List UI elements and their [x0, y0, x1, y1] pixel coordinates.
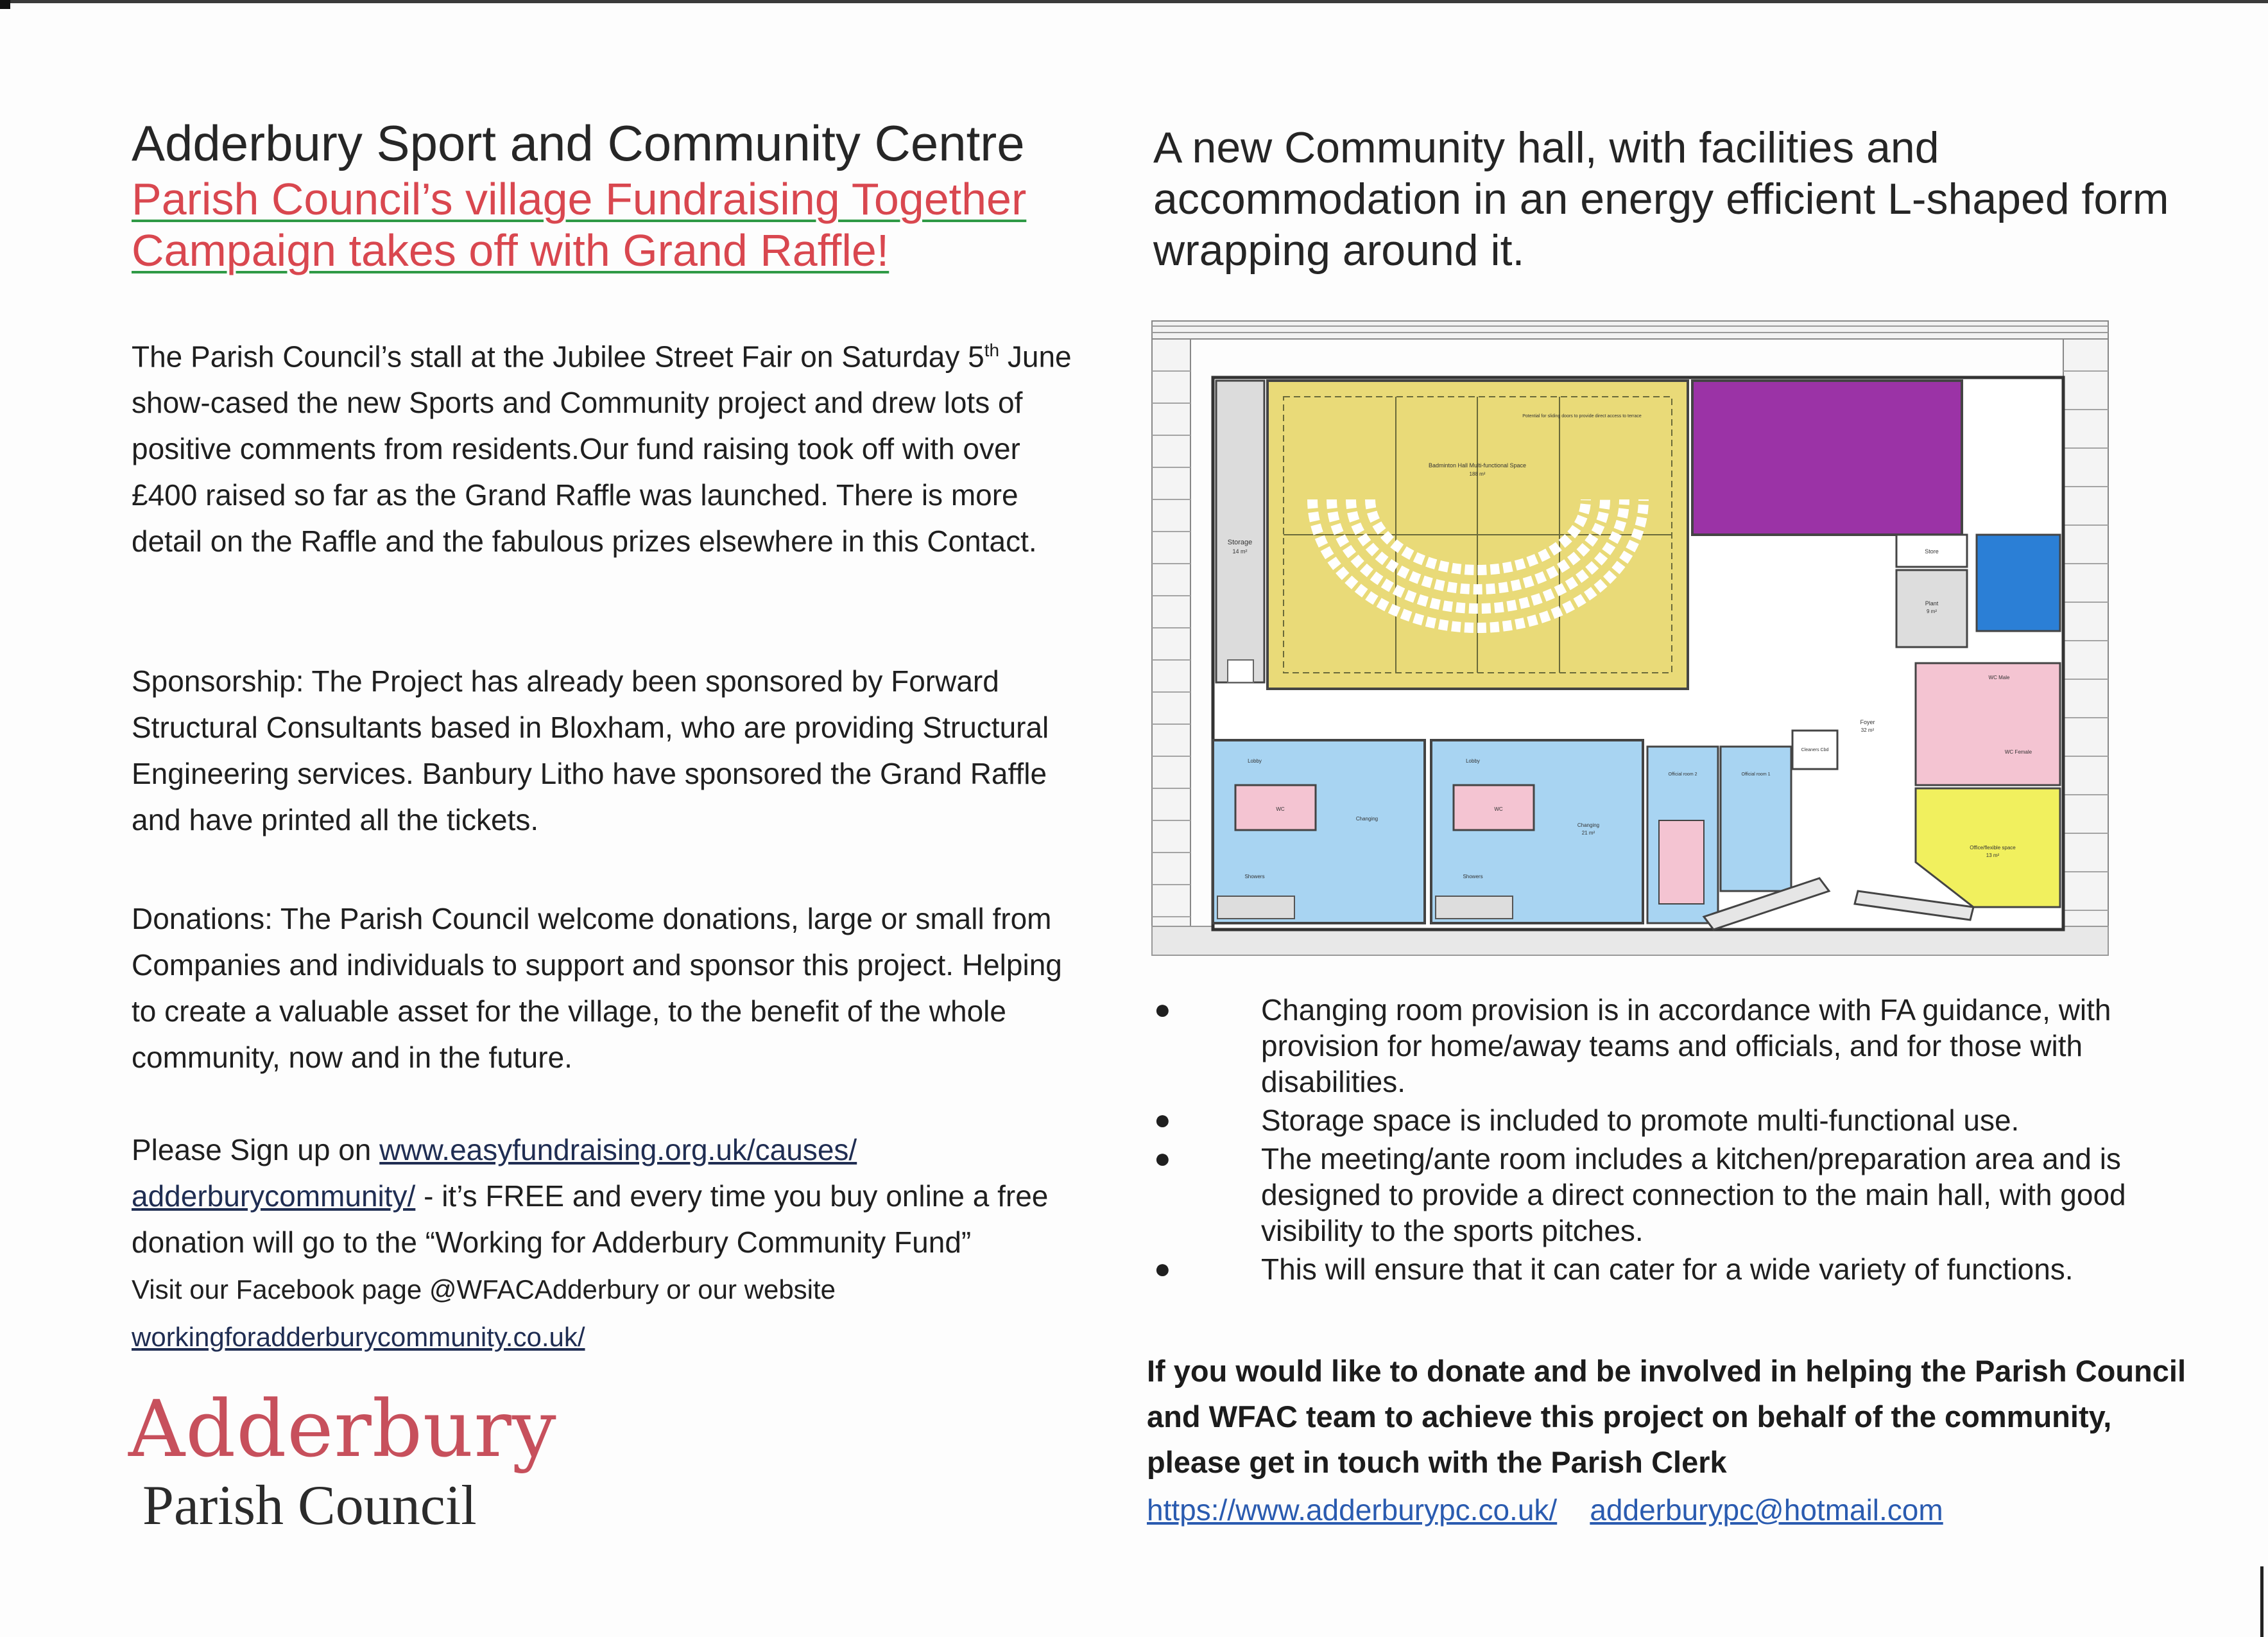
donations-paragraph: Donations: The Parish Council welcome donations, large or small from Companies and individuals to support and sponsor this project. Helping to create a valuable asset for the village, to the benefit of the whole community, now and in the future.: [132, 902, 1062, 1074]
scan-corner-mark: [0, 0, 10, 9]
list-item: [1149, 1251, 2201, 1287]
parish-logo-sub: Parish Council: [142, 1475, 477, 1537]
list-item: [1149, 1102, 2201, 1138]
store-label: Store: [1925, 548, 1939, 555]
signup-suffix: - it’s FREE and every time you buy online a free donation will go to the “Working for Adderbury Community Fund”: [132, 1179, 1049, 1259]
scan-edge-top: [0, 0, 2268, 3]
bullet-dot-icon: ●: [1154, 1104, 1171, 1136]
easyfundraising-link[interactable]: www.easyfundraising.org.uk/causes/ adderburycommunity/: [132, 1133, 857, 1213]
changing-label-2: Changing: [1577, 822, 1600, 828]
storage-area: 14 m²: [1232, 548, 1248, 555]
hall-area: 188 m²: [1469, 471, 1486, 477]
foyer-label: Foyer: [1860, 719, 1875, 725]
wc-female-label: WC Female: [2004, 749, 2032, 755]
official-room-1: [1721, 747, 1791, 891]
sponsorship-paragraph: Sponsorship: The Project has already been sponsored by Forward Structural Consultants based in Bloxham, who are providing Structural Engineering services. Banbury Litho have sponsored the Grand Raffle and have printed all the tickets.: [132, 664, 1049, 836]
bullet-text: The meeting/ante room includes a kitchen/preparation area and is designed to provide a direct connection to the main hall, with good visibility to the sports pitches.: [1261, 1142, 2126, 1247]
plant-label: Plant: [1925, 600, 1939, 607]
parish-email-link[interactable]: adderburypc@hotmail.com: [1590, 1493, 1943, 1527]
terrace-hatching: [1152, 321, 2108, 339]
facebook-text: Visit our Facebook page @WFACAdderbury or our website: [132, 1274, 836, 1304]
lobby-label-2: Lobby: [1466, 758, 1480, 764]
parish-logo-name: Adderbury: [128, 1383, 557, 1475]
meeting-room: [1692, 381, 1962, 535]
official-2-label: Official room 2: [1668, 772, 1697, 777]
changing-label-1: Changing: [1355, 816, 1379, 822]
sliding-door-note: Potential for sliding doors to provide direct access to terrace: [1522, 414, 1642, 419]
storage-room: [1216, 381, 1264, 682]
parish-website-link[interactable]: https://www.adderburypc.co.uk/: [1147, 1493, 1558, 1527]
storage-label: Storage: [1227, 539, 1253, 546]
stall-text-a: The Parish Council’s stall at the Jubilee Street Fair on Saturday 5: [132, 340, 984, 374]
contact-paragraph: If you would like to donate and be involved in helping the Parish Council and WFAC team to achieve this project on behalf of the community, please get in touch with the Parish Clerk: [1147, 1354, 2186, 1479]
stall-paragraph: [132, 327, 1088, 564]
showers-label-2: Showers: [1463, 874, 1483, 879]
floor-plan: [1139, 313, 2118, 962]
wc-label-1: WC: [1276, 806, 1285, 812]
wc-label-2: WC: [1494, 806, 1503, 812]
page-title: Adderbury Sport and Community Centre: [132, 115, 1025, 171]
features-list: [1149, 992, 2201, 1290]
bullet-text: This will ensure that it can cater for a wide variety of functions.: [1261, 1252, 2074, 1286]
storage-unit: [1228, 660, 1253, 682]
bullet-dot-icon: ●: [1154, 994, 1171, 1025]
subtitle-line-2: Campaign takes off with Grand Raffle!: [132, 225, 889, 275]
office-label: Office/flexible space: [1970, 845, 2016, 851]
hall-label: Badminton Hall Multi-functional Space: [1428, 462, 1527, 469]
changing-area-2: 21 m²: [1581, 830, 1595, 836]
official-1-label: Official room 1: [1741, 772, 1771, 777]
wc-block: [1916, 663, 2060, 785]
list-item: [1149, 1141, 2201, 1249]
campaign-subtitle: [132, 173, 1094, 276]
website-link[interactable]: workingforadderburycommunity.co.uk/: [132, 1322, 585, 1352]
subtitle-line-1: Parish Council’s village Fundraising Together: [132, 174, 1027, 224]
wc-male-label: WC Male: [1988, 675, 2010, 680]
list-item: [1149, 992, 2201, 1100]
signup-prefix: Please Sign up on: [132, 1133, 380, 1166]
cleaners-label: Cleaners Cbd: [1801, 748, 1829, 752]
showers-label-1: Showers: [1244, 874, 1265, 879]
stall-text-b: June show-cased the new Sports and Community project and drew lots of positive comments from residents.Our fund raising took off with over £400 raised so far as the Grand Raffle was launched. There is more detail on the Raffle and the fabulous prizes elsewhere in this Contact.: [132, 340, 1072, 559]
bullet-dot-icon: ●: [1154, 1143, 1171, 1174]
lockers-1: [1217, 896, 1294, 919]
kitchen-area: [1977, 535, 2060, 631]
accessible-wc: [1659, 820, 1704, 904]
scan-edge-right: [2260, 1566, 2264, 1637]
bullet-text: Storage space is included to promote multi-functional use.: [1261, 1104, 2020, 1137]
lockers-2: [1436, 896, 1513, 919]
left-hatching: [1152, 339, 1190, 942]
ordinal-suffix: th: [984, 340, 1000, 360]
right-hatching: [2063, 339, 2108, 942]
office-area: 13 m²: [1986, 853, 2000, 858]
foyer-area: 32 m²: [1860, 727, 1875, 733]
plant-area: 9 m²: [1927, 609, 1937, 614]
bullet-text: Changing room provision is in accordance with FA guidance, with provision for home/away teams and officials, and for those with disabilities.: [1261, 993, 2111, 1098]
lobby-label-1: Lobby: [1248, 758, 1262, 764]
bullet-dot-icon: ●: [1154, 1253, 1171, 1285]
hall-description-heading: A new Community hall, with facilities and accommodation in an energy efficient L-shaped form wrapping around it.: [1153, 123, 2169, 275]
contact-links: [1147, 1493, 1943, 1527]
signup-paragraph: [132, 1127, 1088, 1360]
